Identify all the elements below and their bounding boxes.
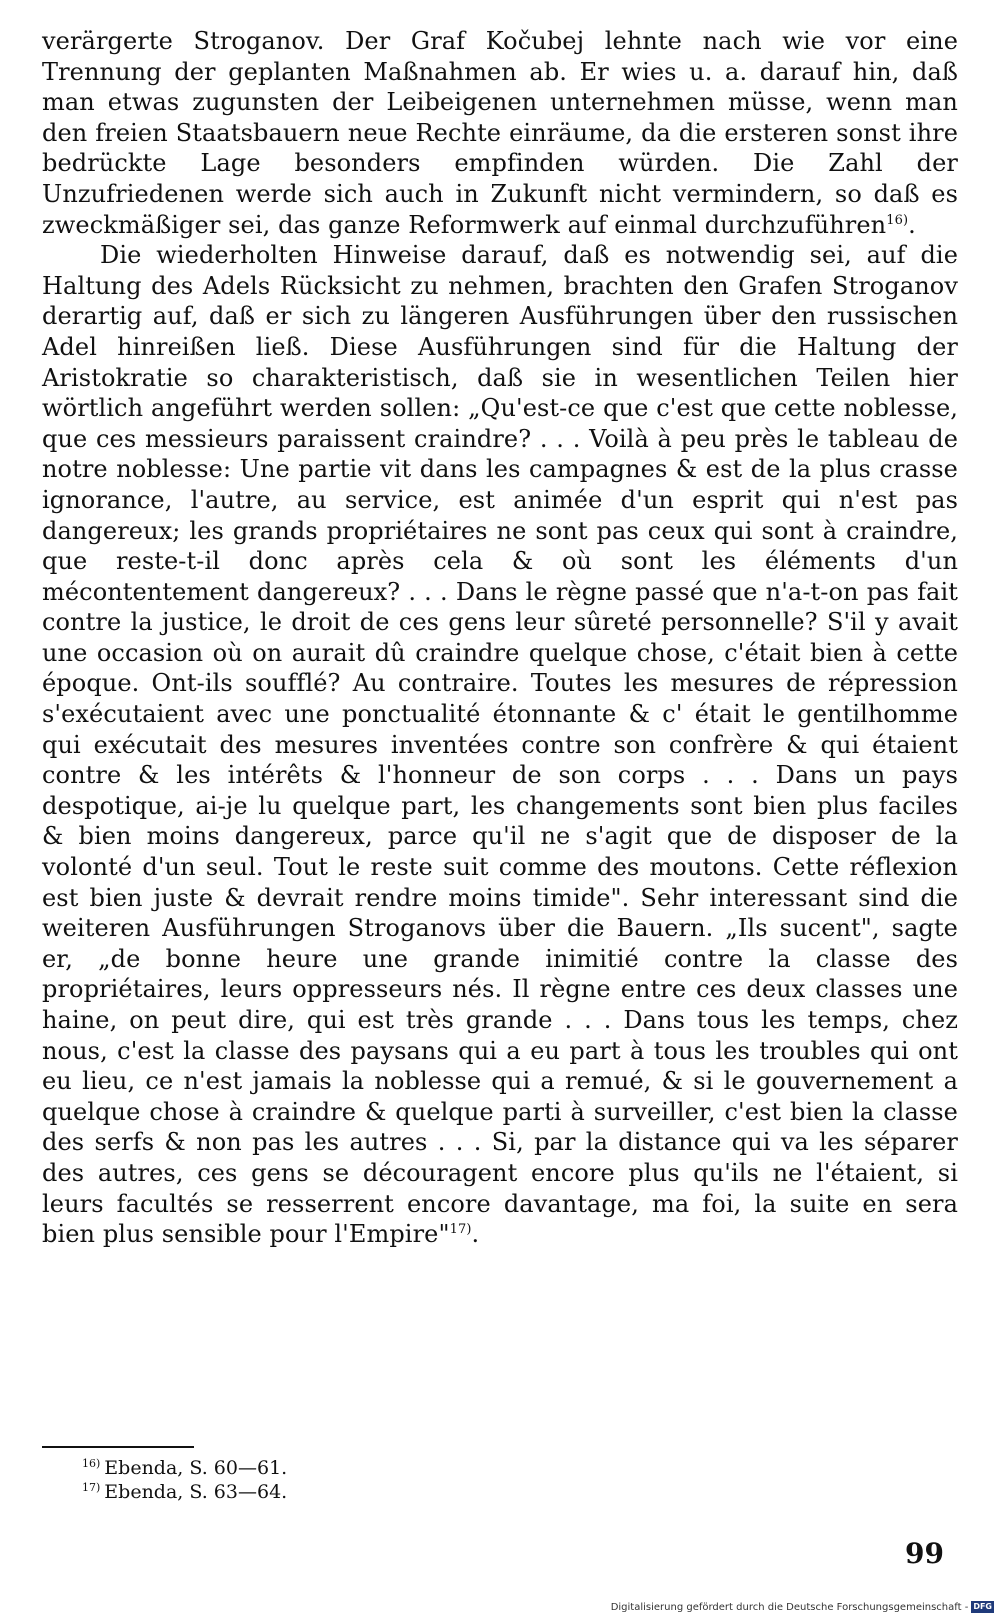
- paragraph-ending: .: [908, 210, 916, 239]
- footnote-mark: 17): [82, 1480, 101, 1494]
- footnote-reference[interactable]: 17): [449, 1222, 472, 1238]
- digitization-footer: [611, 1601, 994, 1613]
- footnote-text: Ebenda, S. 60—61.: [104, 1457, 288, 1479]
- footnote-reference[interactable]: 16): [886, 212, 909, 228]
- page-number: 99: [905, 1537, 944, 1570]
- paragraph: [42, 26, 958, 240]
- paragraph-text: verärgerte Stroganov. Der Graf Kočubej lehnte nach wie vor eine Trennung der geplanten Maßnahmen ab. Er wies u. a. darauf hin, daß man etwas zugunsten der Leibeigenen unternehmen müsse, wenn man den freien Staatsbauern neue Rechte einräume, da die ersteren sonst ihre bedrückte Lage besonders empfinden würden. Die Zahl der Unzufriedenen werde sich auch in Zukunft nicht vermindern, so daß es zweckmäßiger sei, das ganze Reformwerk auf einmal durchzuführen: [42, 27, 958, 239]
- paragraph-ending: .: [471, 1220, 480, 1249]
- footnote-mark: 16): [82, 1456, 101, 1470]
- footnote: [82, 1456, 287, 1480]
- paragraph: [42, 240, 958, 1250]
- dfg-logo-icon: DFG: [973, 1602, 992, 1611]
- digitization-note: Digitalisierung gefördert durch die Deutsche Forschungsgemeinschaft -: [610, 1601, 969, 1613]
- footnote: [82, 1480, 287, 1504]
- footnote-text: Ebenda, S. 63—64.: [104, 1481, 288, 1503]
- footnote-divider: [42, 1446, 194, 1448]
- paragraph-text: Die wiederholten Hinweise darauf, daß es notwendig sei, auf die Haltung des Adels Rücksicht zu nehmen, brachten den Grafen Stroganov derartig auf, daß er sich zu längeren Ausführungen über den russischen Adel hinreißen ließ. Diese Ausführungen sind für die Haltung der Aristokratie so charakteristisch, daß sie in wesentlichen Teilen hier wörtlich angeführt werden sollen: „Qu'est-ce que c'est que cette noblesse, que ces messieurs paraissent craindre? . . . Voilà à peu près le tableau de notre noblesse: Une partie vit dans les campagnes & est de la plus crasse ignorance, l'autre, au service, est animée d'un esprit qui n'est pas dangereux; les grands propriétaires ne sont pas ceux qui sont à craindre, que reste-t-il donc après cela & où sont les éléments d'un mécontentement dangereux? . . . Dans le règne passé que n'a-t-on pas fait contre la justice, le droit de ces gens leur sûreté personnelle? S'il y avait une occasion où on aurait dû craindre quelque chose, c'était bien à cette époque. Ont-ils soufflé? Au contraire. Toutes les mesures de répression s'exécutaient avec une ponctualité étonnante & c' était le gentilhomme qui exécutait des mesures inventées contre son confrère & qui étaient contre & les intérêts & l'honneur de son corps . . . Dans un pays despotique, ai-je lu quelque part, les changements sont bien plus faciles & bien moins dangereux, parce qu'il ne s'agit que de disposer de la volonté d'un seul. Tout le reste suit comme des moutons. Cette réflexion est bien juste & devrait rendre moins timide". Sehr interessant sind die weiteren Ausführungen Stroganovs über die Bauern. „Ils sucent", sagte er, „de bonne heure une grande inimitié contre la classe des propriétaires, leurs oppresseurs nés. Il règne entre ces deux classes une haine, on peut dire, qui est très grande . . . Dans tous les temps, chez nous, c'est la classe des paysans qui a eu part à tous les troubles qui ont eu lieu, ce n'est jamais la noblesse qui a remué, & si le gouvernement a quelque chose à craindre & quelque parti à surveiller, c'est bien la classe des serfs & non pas les autres . . . Si, par la distance qui va les séparer des autres, ces gens se découragent encore plus qu'ils ne l'étaient, si leurs facultés se resserrent encore davantage, ma foi, la suite en sera bien plus sensible pour l'Empire": [42, 241, 958, 1249]
- footnotes: [82, 1456, 287, 1504]
- main-text: [42, 26, 958, 1250]
